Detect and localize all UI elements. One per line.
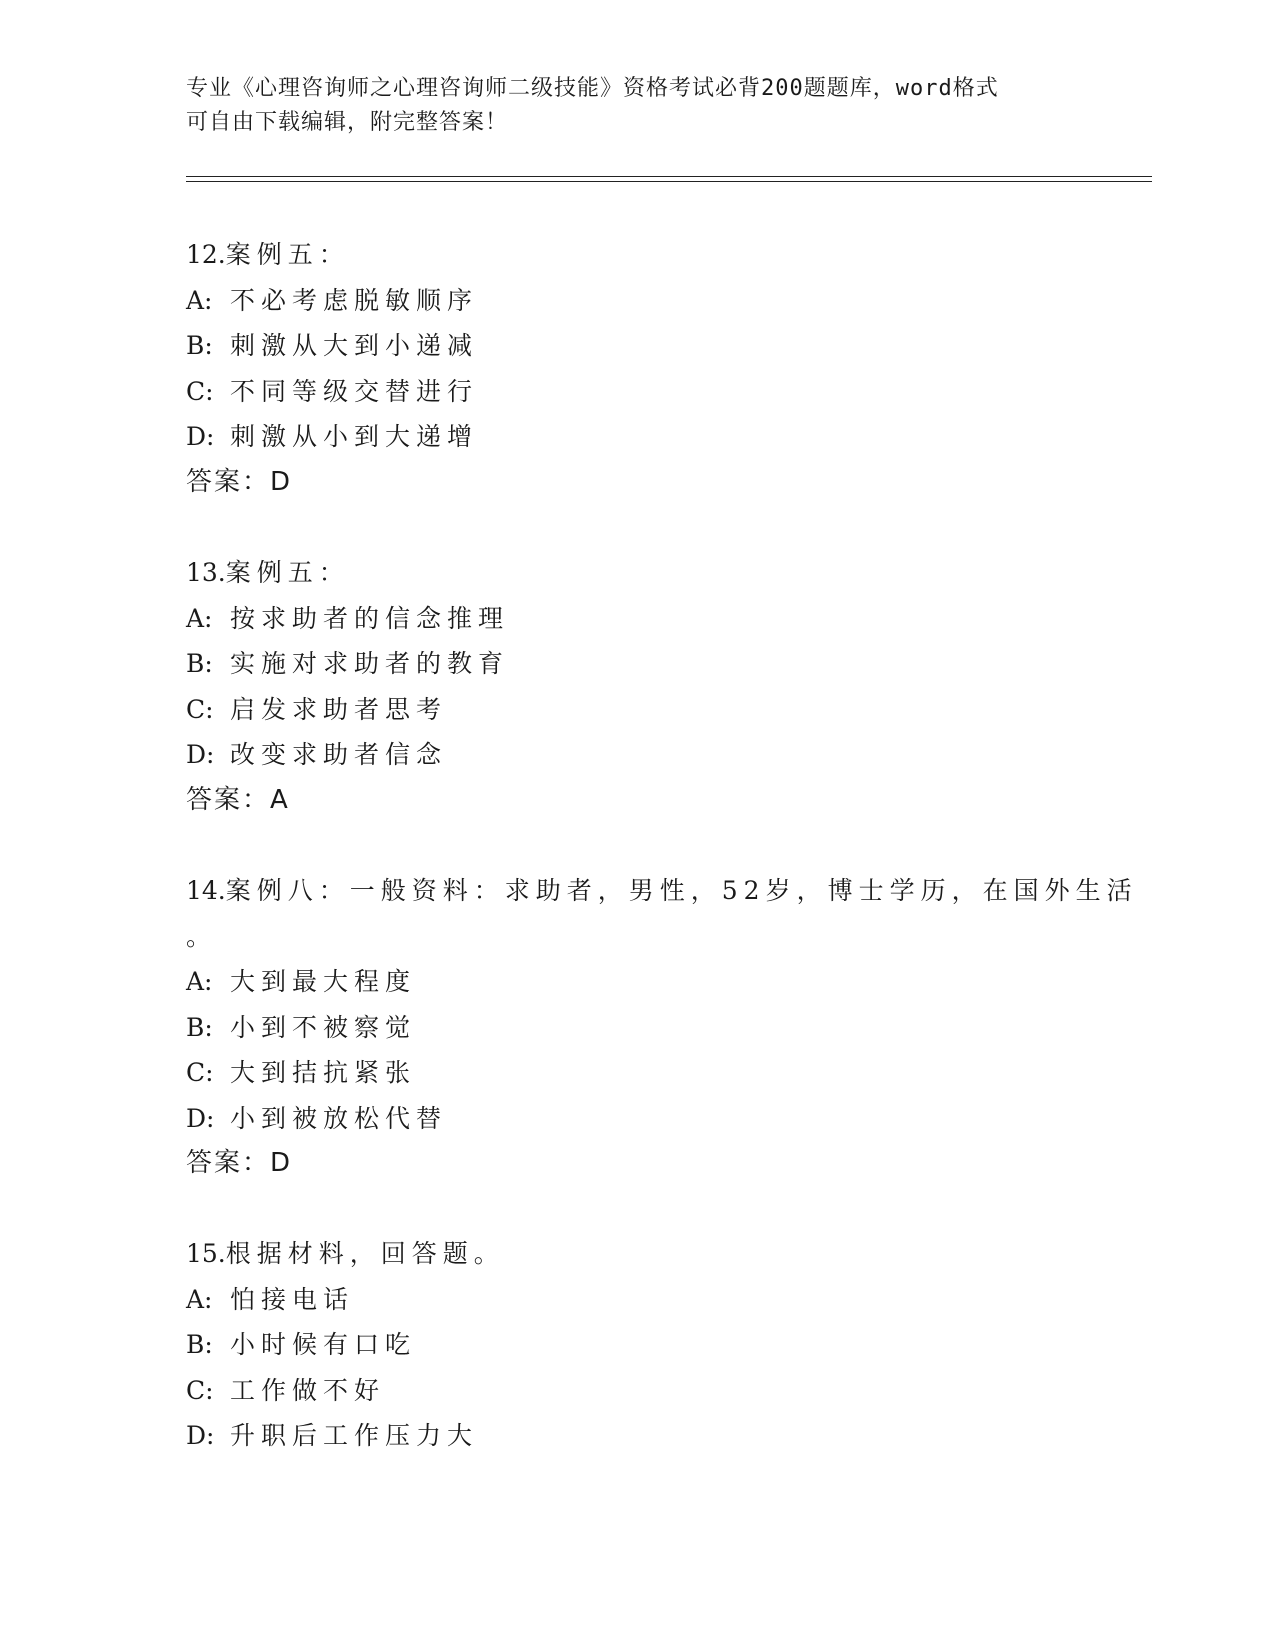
option-key: C: (186, 694, 214, 724)
question-number: 12. (186, 240, 226, 269)
option-key: B: (186, 1330, 213, 1359)
option-a (186, 1277, 1086, 1323)
option-key: B: (186, 649, 213, 678)
question-stem (186, 550, 1086, 596)
option-text: 升职后工作压力大 (230, 1421, 479, 1450)
option-b (186, 1005, 1086, 1051)
option-key: B: (186, 1012, 213, 1042)
question-stem (186, 232, 1086, 278)
option-text: 怕接电话 (230, 1284, 355, 1314)
option-text: 小时候有口吃 (230, 1330, 417, 1359)
question-stem (186, 868, 1138, 914)
question-12 (186, 232, 1086, 505)
option-key: A: (186, 603, 213, 633)
question-stem-continuation: 。 (186, 921, 218, 951)
question-14 (186, 868, 1138, 1187)
option-c (186, 1050, 1086, 1096)
option-text: 实施对求助者的教育 (230, 649, 510, 678)
option-text: 工作做不好 (230, 1375, 386, 1405)
option-text: 小到被放松代替 (230, 1103, 448, 1133)
header-divider-bottom (186, 181, 1152, 182)
option-key: D: (186, 1103, 215, 1133)
question-13 (186, 550, 1086, 823)
option-key: C: (186, 376, 214, 406)
option-a (186, 278, 1086, 324)
question-stem-text: 案例五： (225, 558, 350, 587)
option-text: 启发求助者思考 (230, 694, 448, 724)
header-line-1: 专业《心理咨询师之心理咨询师二级技能》资格考试必背200题题库，word格式 (186, 76, 999, 101)
option-key: D: (186, 740, 215, 769)
option-d (186, 1413, 1086, 1459)
option-text: 不同等级交替进行 (230, 376, 479, 406)
option-d (186, 732, 1086, 778)
option-b (186, 1322, 1086, 1368)
option-a (186, 959, 1086, 1005)
option-key: A: (186, 1284, 213, 1314)
question-number: 15. (186, 1239, 226, 1268)
question-stem (186, 1231, 1086, 1277)
option-c (186, 687, 1086, 733)
question-number: 13. (186, 558, 226, 587)
option-a (186, 596, 1086, 642)
option-text: 大到最大程度 (230, 967, 417, 996)
document-header (186, 72, 1066, 140)
option-key: A: (186, 285, 213, 315)
option-text: 刺激从大到小递减 (230, 331, 479, 360)
header-line-2: 可自由下载编辑，附完整答案！ (186, 110, 509, 135)
option-c (186, 369, 1086, 415)
option-text: 刺激从小到大递增 (230, 422, 479, 451)
option-text: 小到不被察觉 (230, 1012, 417, 1042)
question-stem-text: 案例五： (225, 240, 350, 269)
option-key: C: (186, 1375, 214, 1405)
answer-line: 答案：D (186, 1148, 293, 1178)
question-stem-text: 根据材料，回答题。 (225, 1239, 505, 1268)
header-divider-top (186, 176, 1152, 177)
question-stem-text: 案例八：一般资料：求助者，男性，52岁，博士学历，在国外生活 (225, 876, 1138, 905)
option-key: A: (186, 967, 213, 996)
option-text: 不必考虑脱敏顺序 (230, 285, 479, 315)
answer-line: 答案：A (186, 784, 290, 815)
option-d (186, 414, 1086, 460)
answer-line: 答案：D (186, 466, 293, 497)
option-text: 大到拮抗紧张 (230, 1058, 417, 1087)
option-text: 按求助者的信念推理 (230, 603, 510, 633)
option-key: B: (186, 331, 213, 360)
option-key: D: (186, 1421, 215, 1450)
option-b (186, 641, 1086, 687)
option-key: D: (186, 422, 215, 451)
question-number: 14. (186, 876, 226, 905)
option-b (186, 323, 1086, 369)
option-d (186, 1096, 1086, 1142)
option-key: C: (186, 1058, 214, 1087)
option-text: 改变求助者信念 (230, 740, 448, 769)
option-c (186, 1368, 1086, 1414)
question-15 (186, 1231, 1086, 1459)
